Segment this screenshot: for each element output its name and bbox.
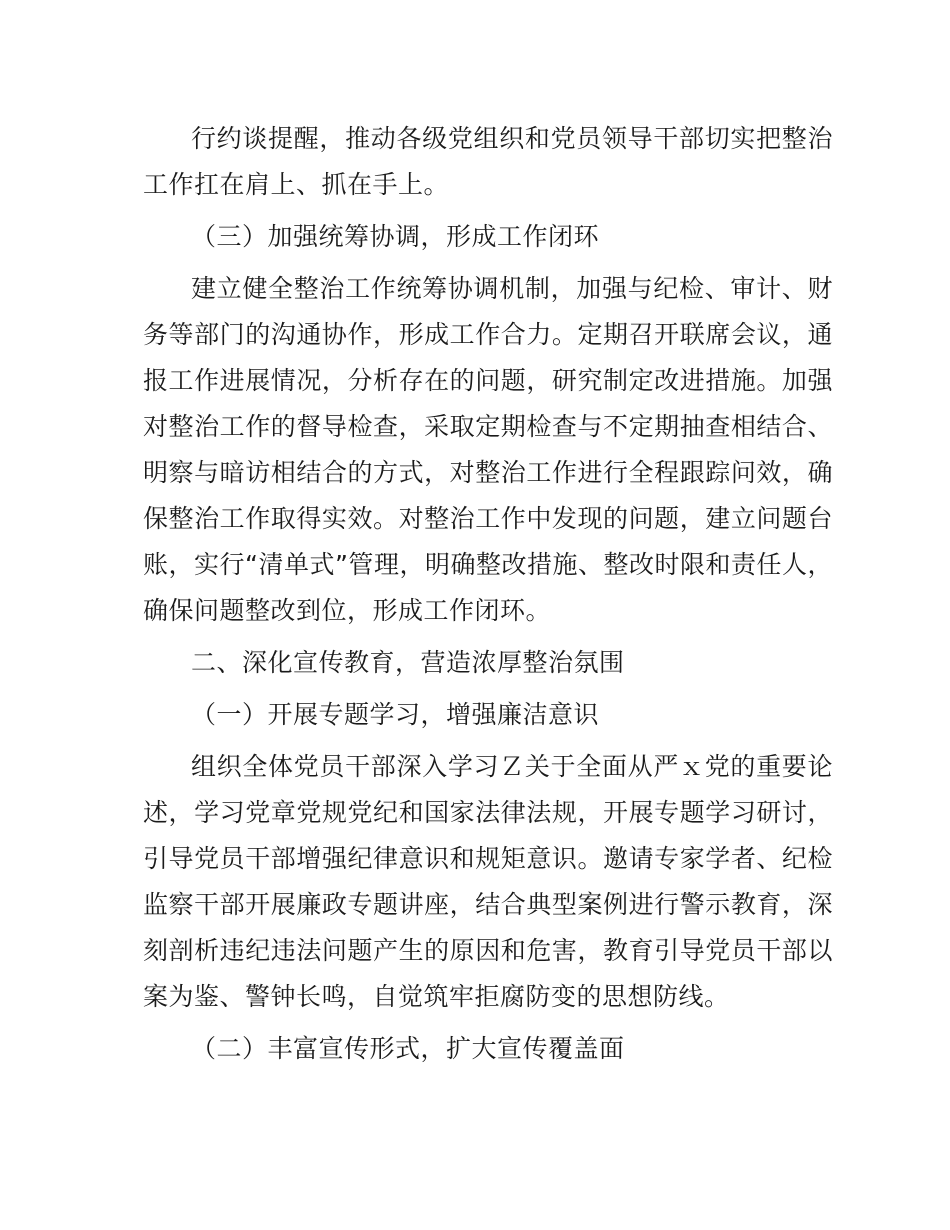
document-body [143,116,833,1072]
section-heading-3: （三）加强统筹协调，形成工作闭环 [191,222,600,251]
section-heading-2: （二）丰富宣传形式，扩大宣传覆盖面 [191,1034,625,1063]
chapter-heading-2: 二、深化宣传教育，营造浓厚整治氛围 [191,648,625,677]
section-heading-1: （一）开展专题学习，增强廉洁意识 [191,700,600,729]
paragraph-study: 组织全体党员干部深入学习Ｚ关于全面从严ｘ党的重要论述，学习党章党规党纪和国家法律法规，开展专题学习研讨，引导党员干部增强纪律意识和规矩意识。邀请专家学者、纪检监察干部开展廉政专题讲座，结合典型案例进行警示教育，深刻剖析违纪违法问题产生的原因和危害，教育引导党员干部以案为鉴、警钟长鸣，自觉筑牢拒腐防变的思想防线。 [143,752,833,1011]
paragraph-continuation: 行约谈提醒，推动各级党组织和党员领导干部切实把整治工作扛在肩上、抓在手上。 [143,124,833,199]
paragraph-coordination: 建立健全整治工作统筹协调机制，加强与纪检、审计、财务等部门的沟通协作，形成工作合力。定期召开联席会议，通报工作进展情况，分析存在的问题，研究制定改进措施。加强对整治工作的督导检查，采取定期检查与不定期抽查相结合、明察与暗访相结合的方式，对整治工作进行全程跟踪问效，确保整治工作取得实效。对整治工作中发现的问题，建立问题台账，实行“清单式”管理，明确整改措施、整改时限和责任人，确保问题整改到位，形成工作闭环。 [143,274,833,625]
